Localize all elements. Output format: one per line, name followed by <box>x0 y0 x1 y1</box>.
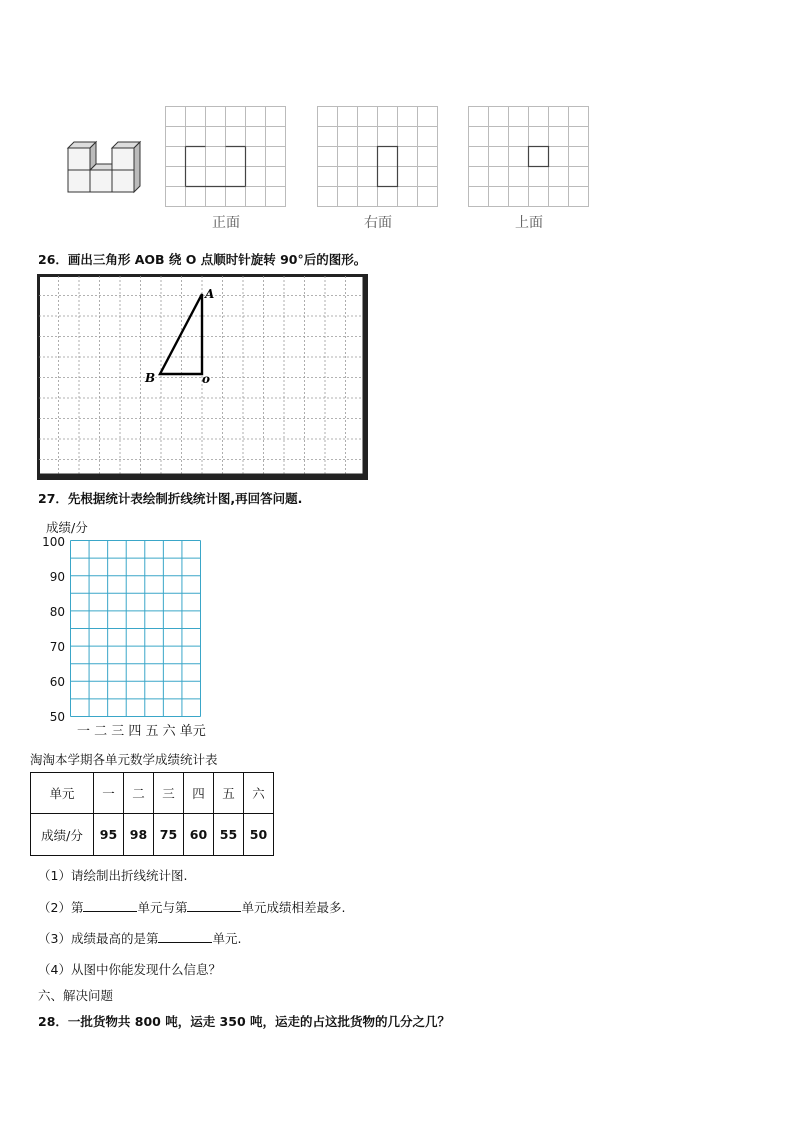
table-row <box>31 773 274 814</box>
table-cell: 二 <box>124 773 154 814</box>
label-b: B <box>145 371 156 385</box>
answer-blank-2a[interactable] <box>83 899 137 912</box>
table-cell: 四 <box>184 773 214 814</box>
table-cell: 55 <box>214 814 244 856</box>
sub3-text-a: （3）成绩最高的是第 <box>38 931 159 946</box>
ytick-80: 80 <box>49 605 65 619</box>
chart-xlabels: 一 二 三 四 五 六 单元 <box>77 724 206 739</box>
sub2-text-b: 单元与第 <box>137 900 188 915</box>
table-cell: 50 <box>244 814 274 856</box>
question-26: 26．画出三角形 AOB 绕 O 点顺时针旋转 90°后的图形。 <box>38 252 367 267</box>
right-view-grid[interactable] <box>317 106 439 208</box>
right-view-label: 右面 <box>364 215 392 231</box>
top-view-grid[interactable] <box>468 106 590 208</box>
front-view-label: 正面 <box>212 215 240 231</box>
table-cell: 单元 <box>31 773 94 814</box>
chart-ylabel: 成绩/分 <box>46 520 88 535</box>
table-cell: 成绩/分 <box>31 814 94 856</box>
sub2-text-c: 单元成绩相差最多. <box>241 900 346 915</box>
table-cell: 60 <box>184 814 214 856</box>
front-view-grid[interactable] <box>165 106 287 208</box>
cube-figure <box>62 140 142 200</box>
sub-question-1: （1）请绘制出折线统计图. <box>38 868 188 883</box>
table-cell: 六 <box>244 773 274 814</box>
table-row <box>31 814 274 856</box>
ytick-60: 60 <box>49 675 65 689</box>
sub-question-2 <box>38 898 345 916</box>
ytick-70: 70 <box>49 640 65 654</box>
line-chart-grid[interactable] <box>70 540 201 717</box>
table-cell: 95 <box>94 814 124 856</box>
rotation-grid[interactable] <box>37 274 368 480</box>
label-o: o <box>202 372 211 386</box>
table-cell: 五 <box>214 773 244 814</box>
question-28: 28．一批货物共 800 吨，运走 350 吨，运走的占这批货物的几分之几？ <box>38 1014 450 1029</box>
table-cell: 75 <box>154 814 184 856</box>
table-cell: 一 <box>94 773 124 814</box>
ytick-100: 100 <box>42 535 65 549</box>
score-table <box>30 772 274 856</box>
sub-question-3 <box>38 929 241 947</box>
table-cell: 98 <box>124 814 154 856</box>
ytick-90: 90 <box>49 570 65 584</box>
label-a: A <box>205 287 215 301</box>
sub3-text-b: 单元. <box>212 931 242 946</box>
answer-blank-3[interactable] <box>158 930 212 943</box>
ytick-50: 50 <box>49 710 65 724</box>
table-title: 淘淘本学期各单元数学成绩统计表 <box>30 752 218 767</box>
sub2-text-a: （2）第 <box>38 900 84 915</box>
question-27: 27．先根据统计表绘制折线统计图,再回答问题. <box>38 491 303 506</box>
answer-blank-2b[interactable] <box>187 899 241 912</box>
top-view-label: 上面 <box>515 215 543 231</box>
sub-question-4: （4）从图中你能发现什么信息？ <box>38 962 221 977</box>
section-6-heading: 六、解决问题 <box>38 988 114 1003</box>
table-cell: 三 <box>154 773 184 814</box>
